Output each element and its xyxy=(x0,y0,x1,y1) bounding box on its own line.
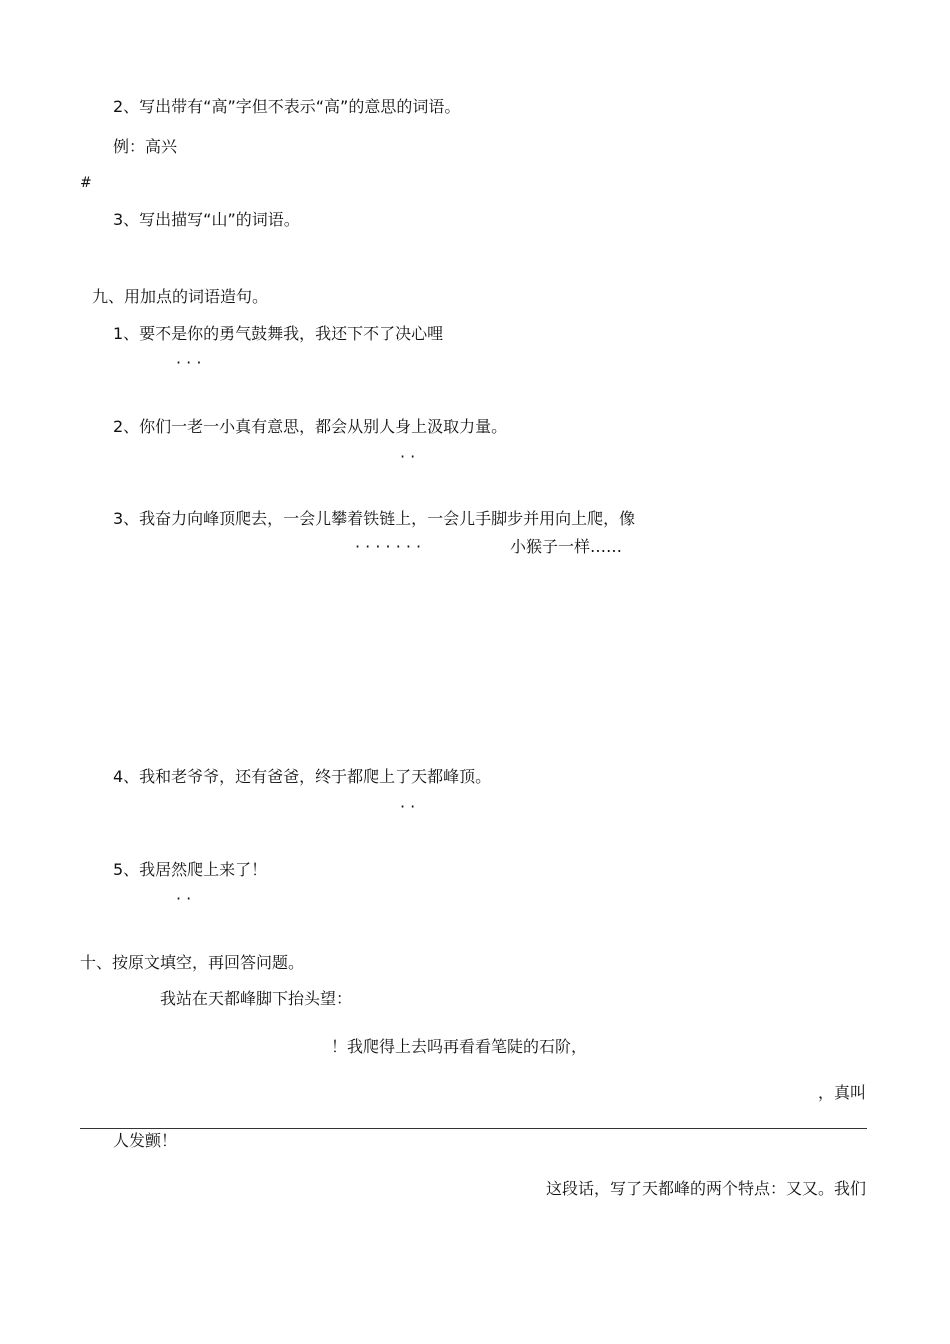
question-9-4: 4、我和老爷爷，还有爸爸，终于都爬上了天都峰顶。 xyxy=(113,767,492,786)
passage-line-4: 人发颤！ xyxy=(113,1131,178,1150)
passage-line-3: ，真叫 xyxy=(817,1083,866,1102)
passage-line-5: 这段话，写了天都峰的两个特点：又又。我们 xyxy=(545,1179,866,1198)
hash-marker: # xyxy=(80,175,92,191)
question-9-5: 5、我居然爬上来了！ xyxy=(113,860,268,879)
question-9-3: 3、我奋力向峰顶爬去，一会儿攀着铁链上，一会儿手脚步并用向上爬，像 xyxy=(113,509,636,528)
section-9-title: 九、用加点的词语造句。 xyxy=(92,287,269,306)
question-8-3: 3、写出描写“山”的词语。 xyxy=(113,210,300,229)
question-9-5-emphasis-dots: · · xyxy=(176,889,192,908)
question-9-1-emphasis-dots: · · · xyxy=(176,353,202,372)
question-9-3-tail: 小猴子一样…… xyxy=(510,537,623,556)
question-9-3-emphasis-dots: · · · · · · · xyxy=(355,537,422,556)
question-8-2: 2、写出带有“高”字但不表示“高”的意思的词语。 xyxy=(113,97,461,116)
question-8-2-example: 例：高兴 xyxy=(113,137,178,156)
question-9-2: 2、你们一老一小真有意思，都会从别人身上汲取力量。 xyxy=(113,417,508,436)
passage-line-1: 我站在天都峰脚下抬头望： xyxy=(160,989,353,1008)
fill-in-rule xyxy=(80,1128,867,1129)
question-9-4-emphasis-dots: · · xyxy=(400,797,416,816)
question-9-1: 1、要不是你的勇气鼓舞我，我还下不了决心哩 xyxy=(113,324,444,343)
question-9-2-emphasis-dots: · · xyxy=(400,447,416,466)
passage-line-2: ！我爬得上去吗再看看笔陡的石阶， xyxy=(331,1037,588,1056)
section-10-title: 十、按原文填空，再回答问题。 xyxy=(80,953,305,972)
